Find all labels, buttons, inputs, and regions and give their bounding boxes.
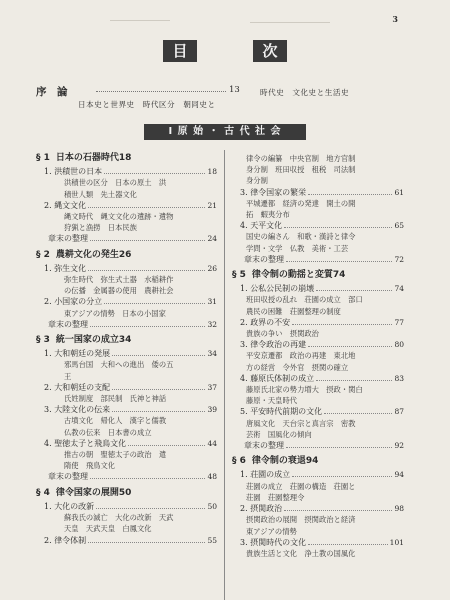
section-page: 18 xyxy=(118,153,132,163)
section-title: 統一国家の成立 xyxy=(55,335,119,346)
part-heading: Ⅰ 原 始 ・ 古 代 社 会 xyxy=(144,124,306,140)
entry-page: 34 xyxy=(207,349,217,359)
toc-entry xyxy=(232,537,404,548)
entry-title: 律令政治の再建 xyxy=(250,340,307,350)
toc-entry xyxy=(232,406,404,417)
entry-page: 65 xyxy=(394,221,404,231)
entry-subtopics: 国史の編さん 和歌・漢詩と律令 xyxy=(246,232,356,242)
toc-entry xyxy=(36,166,217,177)
entry-number: 2. xyxy=(44,200,52,210)
prelude-page: 13 xyxy=(229,85,240,95)
chapter-summary xyxy=(36,319,217,330)
toc-right-column xyxy=(232,153,404,559)
entry-page: 61 xyxy=(394,187,404,197)
entry-number: 2. xyxy=(44,535,52,545)
entry-subtopics: 平安京遷都 政治の再建 東北地 xyxy=(246,351,356,361)
entry-title: 洪積世の日本 xyxy=(54,167,103,177)
section-page: 74 xyxy=(332,270,346,281)
summary-title: 章末の整理 xyxy=(244,254,284,264)
entry-subtopics: 平城遷都 経済の発達 開土の開 xyxy=(246,198,356,208)
entry-page: 87 xyxy=(394,407,404,417)
title-char-2: 次 xyxy=(253,40,287,62)
section-page: 94 xyxy=(305,456,319,467)
entry-subtopics: 積世人類 先土器文化 xyxy=(64,189,137,199)
entry-number: 2. xyxy=(240,504,248,514)
section-title: 律令国家の展開 xyxy=(55,487,119,498)
chapter-summary xyxy=(36,471,217,482)
summary-page: 24 xyxy=(207,234,217,244)
summary-page: 32 xyxy=(207,319,217,329)
entry-number: 5. xyxy=(240,407,248,417)
entry-subtopics: 身分制 xyxy=(246,176,268,186)
toc-entry xyxy=(36,404,217,415)
entry-page: 98 xyxy=(394,504,404,514)
entry-number: 1. xyxy=(44,501,52,511)
entry-subtopics: 隋使 飛鳥文化 xyxy=(64,461,116,471)
summary-title: 章末の整理 xyxy=(48,472,88,482)
summary-page: 92 xyxy=(394,441,404,451)
entry-subtopics: 氏姓制度 部民制 氏神と神話 xyxy=(64,394,167,404)
summary-page: 72 xyxy=(394,254,404,264)
entry-subtopics: 東アジアの情勢 日本の小国家 xyxy=(64,308,166,318)
chapter-summary xyxy=(232,254,404,265)
toc-entry xyxy=(36,263,217,274)
entry-number: 1. xyxy=(44,263,52,273)
toc-entry xyxy=(232,469,404,480)
entry-page: 37 xyxy=(207,382,217,392)
entry-number: 3. xyxy=(240,340,248,350)
toc-entry xyxy=(36,382,217,393)
entry-subtopics: 貴族の争い 摂関政治 xyxy=(246,329,319,339)
entry-subtopics: 弥生時代 弥生式土器 水稲耕作 xyxy=(64,275,174,285)
prelude-entry xyxy=(36,84,396,109)
entry-number: 4. xyxy=(240,221,248,231)
entry-subtopics: 蘇我氏の滅亡 大化の改新 天武 xyxy=(64,513,174,523)
section-number: § 2 xyxy=(36,249,50,260)
toc-entry xyxy=(36,200,217,211)
page-title xyxy=(0,40,450,62)
entry-subtopics: 学問・文学 仏教 美術・工芸 xyxy=(246,243,349,253)
toc-entry xyxy=(36,296,217,307)
section-title: 律令制の衰退 xyxy=(251,456,306,467)
column-divider xyxy=(224,150,225,600)
section-title: 日本の石器時代 xyxy=(55,153,119,163)
entry-number: 4. xyxy=(44,438,52,448)
section-title: 農耕文化の発生 xyxy=(55,249,119,260)
section-number: § 3 xyxy=(36,335,50,346)
entry-title: 律令体制 xyxy=(54,535,87,545)
toc-entry xyxy=(232,283,404,294)
entry-subtopics: 仏教の伝来 日本書の成立 xyxy=(64,427,152,437)
entry-number: 1. xyxy=(44,167,52,177)
entry-subtopics: 天皇 天武天皇 白鳳文化 xyxy=(64,524,152,534)
entry-subtopics: 唐風文化 天台宗と真言宗 密教 xyxy=(246,418,356,428)
entry-title: 摂関時代の文化 xyxy=(250,537,307,547)
entry-subtopics: 拓 蝦夷分布 xyxy=(246,210,290,220)
entry-subtopics: の伝播 金属器の使用 農耕社会 xyxy=(64,286,174,296)
entry-title: 摂関政治 xyxy=(250,504,283,514)
prelude-subtopics-left: 日本史と世界史 時代区分 朝同史と xyxy=(78,100,216,109)
entry-number: 2. xyxy=(44,382,52,392)
page-number: 3 xyxy=(392,14,398,24)
entry-page: 31 xyxy=(207,297,217,307)
entry-page: 50 xyxy=(207,501,217,511)
entry-subtopics: 縄文時代 縄文文化の遺跡・遺物 xyxy=(64,212,174,222)
entry-subtopics: 荘園 荘園整理令 xyxy=(246,492,305,502)
entry-page: 44 xyxy=(207,438,217,448)
section-page: 26 xyxy=(118,249,132,260)
entry-title: 大和朝廷の発展 xyxy=(54,349,111,359)
entry-title: 藤原氏体制の成立 xyxy=(250,373,315,383)
section-heading xyxy=(36,153,217,164)
entry-number: 4. xyxy=(240,373,248,383)
leader-dots xyxy=(96,91,226,92)
entry-subtopics: 狩猟と漁撈 日本民族 xyxy=(64,223,137,233)
toc-entry xyxy=(232,187,404,198)
entry-page: 55 xyxy=(207,535,217,545)
toc-entry xyxy=(232,373,404,384)
entry-subtopics: 古墳文化 帰化人 漢字と儒教 xyxy=(64,416,167,426)
entry-page: 77 xyxy=(394,317,404,327)
section-page: 50 xyxy=(118,487,132,498)
entry-page: 26 xyxy=(207,263,217,273)
entry-title: 縄文文化 xyxy=(54,200,87,210)
entry-page: 18 xyxy=(207,167,217,177)
entry-page: 94 xyxy=(394,470,404,480)
section-number: § 4 xyxy=(36,487,50,498)
entry-title: 政界の不安 xyxy=(250,317,291,327)
entry-subtopics: 農民の困難 荘園整理の制度 xyxy=(246,306,341,316)
summary-page: 48 xyxy=(207,472,217,482)
entry-subtopics: 洪積世の区分 日本の原土 洪 xyxy=(64,178,167,188)
section-heading xyxy=(232,270,404,281)
section-heading xyxy=(36,250,217,261)
entry-number: 1. xyxy=(240,470,248,480)
section-number: § 1 xyxy=(36,153,50,163)
title-char-1: 目 xyxy=(163,40,197,62)
entry-number: 2. xyxy=(44,297,52,307)
entry-number: 3. xyxy=(240,187,248,197)
chapter-summary xyxy=(232,440,404,451)
entry-title: 平安時代前期の文化 xyxy=(250,407,323,417)
entry-number: 3. xyxy=(44,405,52,415)
entry-title: 大化の改新 xyxy=(54,501,95,511)
entry-subtopics: 推古の朝 聖徳太子の政治 遣 xyxy=(64,450,167,460)
entry-title: 荘園の成立 xyxy=(250,470,291,480)
prelude-subtopics-right: 時代史 文化史と生活史 xyxy=(260,88,350,97)
prelude-label: 序 論 xyxy=(36,86,68,98)
chapter-summary xyxy=(36,233,217,244)
summary-title: 章末の整理 xyxy=(48,319,88,329)
toc-left-column xyxy=(36,153,217,546)
entry-title: 聖徳太子と飛鳥文化 xyxy=(54,438,127,448)
entry-page: 39 xyxy=(207,405,217,415)
entry-subtopics: 藤原氏北家の勢力増大 摂政・関白 xyxy=(246,385,363,395)
entry-subtopics: 方の経営 令外官 摂関の確立 xyxy=(246,362,349,372)
entry-subtopics: 貴族生活と文化 浄土教の国風化 xyxy=(246,548,356,558)
toc-entry xyxy=(36,501,217,512)
entry-title: 大陸文化の伝来 xyxy=(54,405,111,415)
entry-page: 101 xyxy=(389,537,404,547)
section-number: § 6 xyxy=(232,456,246,467)
entry-page: 21 xyxy=(207,200,217,210)
faint-annotation xyxy=(250,22,330,23)
entry-subtopics: 藤原・天皇時代 xyxy=(246,396,298,406)
entry-title: 律令国家の繁栄 xyxy=(250,187,307,197)
section-number: § 5 xyxy=(232,270,246,281)
entry-subtopics: 東アジアの情勢 xyxy=(246,526,297,536)
entry-number: 1. xyxy=(44,349,52,359)
entry-subtopics: 班田収授の乱れ 荘園の成立 部口 xyxy=(246,295,363,305)
entry-page: 80 xyxy=(394,340,404,350)
section-heading xyxy=(36,335,217,346)
section-heading xyxy=(232,456,404,467)
entry-subtopics: 律令の編纂 中央官制 地方官制 xyxy=(246,154,356,163)
entry-title: 公私公民制の崩壊 xyxy=(250,284,315,294)
entry-page: 74 xyxy=(394,284,404,294)
toc-entry xyxy=(36,348,217,359)
toc-entry xyxy=(232,317,404,328)
summary-title: 章末の整理 xyxy=(244,441,284,451)
entry-subtopics: 邪馬台国 大和への進出 倭の五 xyxy=(64,360,174,370)
faint-annotation xyxy=(110,20,170,21)
toc-entry xyxy=(36,535,217,546)
toc-entry xyxy=(232,339,404,350)
toc-entry xyxy=(232,220,404,231)
entry-subtopics: 王 xyxy=(64,371,72,381)
entry-subtopics: 身分制 班田収授 租税 司法制 xyxy=(246,165,356,175)
entry-number: 1. xyxy=(240,284,248,294)
entry-number: 3. xyxy=(240,537,248,547)
toc-entry xyxy=(232,503,404,514)
entry-subtopics: 荘園の成立 荘園の構造 荘園と xyxy=(246,481,356,491)
entry-subtopics: 摂関政治の展開 摂関政治と経済 xyxy=(246,515,356,525)
entry-title: 小国家の分立 xyxy=(54,297,103,307)
entry-title: 天平文化 xyxy=(250,221,283,231)
section-title: 律令制の動揺と変質 xyxy=(251,270,333,281)
entry-title: 大和朝廷の支配 xyxy=(54,382,111,392)
section-page: 34 xyxy=(118,335,132,346)
summary-title: 章末の整理 xyxy=(48,234,88,244)
section-heading xyxy=(36,488,217,499)
entry-number: 2. xyxy=(240,317,248,327)
toc-entry xyxy=(36,438,217,449)
entry-title: 弥生文化 xyxy=(54,263,87,273)
entry-subtopics: 芸術 国風化の傾向 xyxy=(246,429,312,439)
entry-page: 83 xyxy=(394,373,404,383)
